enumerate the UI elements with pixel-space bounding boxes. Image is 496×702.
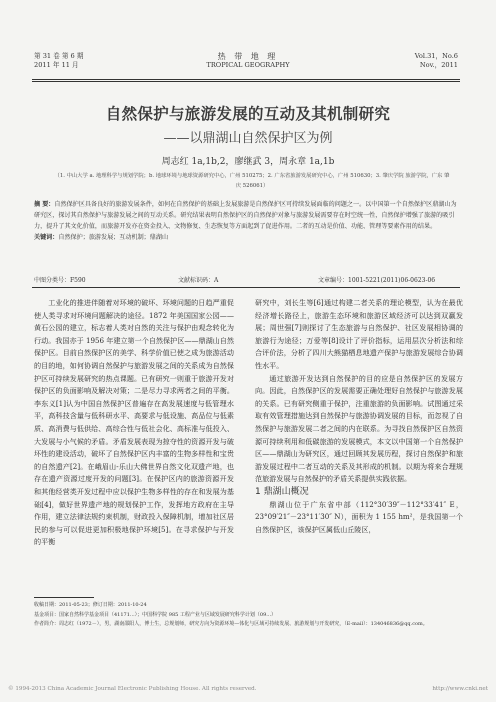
body-column-right	[255, 297, 463, 536]
issue-date-en: Nov.，2011	[419, 61, 458, 69]
footnote	[34, 601, 464, 630]
journal-name-en: TROPICAL GEOGRAPHY	[206, 61, 290, 69]
footnote-rule	[34, 597, 94, 598]
footnote-fund: 基金项目：国家自然科学基金项目（41171...）；中国科学院 985 工程产业与区域发展研究科学计划（09...）	[34, 611, 277, 618]
abstract-text: 自然保护区具备良好的旅游发展条件，如何在自然保护的基础上发展旅游是自然保护区可持续发展面临的问题之一。以中国第一个自然保护区鼎湖山为研究区，探讨其自然保护与旅游发展之间的互动关系。研究结果表明自然保护区的自然保护对象与旅游发展需要存在时空统一性，自然保护增强了旅游的吸引力，提升了其文化价值，而旅游开发亦在资金投入、文物修复、生态恢复等方面起到了促进作用。二者的互动是价值、功能、管理等要素作用的结果。	[34, 201, 457, 230]
journal-name-cn: 热 带 地 理	[217, 52, 279, 61]
volume-issue-en: Vol.31，No.6	[414, 52, 458, 60]
volume-issue: 第 31 卷 第 6 期	[34, 52, 84, 60]
header-right	[415, 52, 458, 70]
copyright-text: © 1994-2013 China Academic Journal Electronic Publishing House. All rights reserved.	[8, 686, 257, 692]
keywords-label: 关键词：	[34, 234, 59, 241]
clc-number: 中图分类号：F590	[34, 277, 86, 284]
body-paragraph: 工业化的推进伴随着对环境的破坏、环境问题的日趋严重促使人类寻求对环境问题解决的途径。1872 年美国国家公园——黄石公园的建立，标志着人类对自然的关注与保护由观念转化为行动。我国亦于 1956 年建立第一个自然保护区——鼎湖山自然保护区。目前自然保护区的美学、科学价值已使之成为旅游活动的目的地，如何协调自然保护与旅游发展之间的关系成为自然保护区可持续发展研究的热点课题。已有研究一则重于旅游开发对保护区的负面影响及解决对策；二是尽力寻求两者之间的平衡。李东义[1]认为中国自然保护区普遍存在高发展速度与低管理水平，高科技含量与低科研水平、高要求与低设施、高品位与低素质、高消费与低供给、高综合性与低社会化、高标准与低投入、大发展与小气候的矛盾。矛盾发展表现为掠夺性的资源开发与破坏性的建设活动，破坏了自然保护区内丰富的生物多样性和宝贵的自然遗产[2]。在峨眉山-乐山大佛世界自然文化双遗产地，也存在遗产资源过度开发的问题[3]。在保护区内的旅游资源开发和其他经营类开发过程中应以保护生物多样性的存在和发展为基础[4]，做好世界遗产地的规划保护工作，发挥地方政府在主导作用，建立法律法规约束机制，财政投入保障机制，增加社区居民的参与可以促进更加积极地保护环境[5]。在寻求保护与开发的平衡	[34, 298, 234, 547]
document-code: 文献标识码：A	[178, 277, 219, 284]
authors: 周志红 1a,1b,2，廖继武 3，周永章 1a,1b	[161, 157, 335, 167]
header-rule-thin	[32, 81, 460, 82]
abstract-block	[34, 199, 462, 243]
body-column-left	[34, 297, 234, 549]
body-paragraph: 研究中，刘长生等[6]通过构建二者关系的理论模型，认为在最优经济增长路径上，旅游生态环境和旅游区域经济可以达到双赢发展；周世强[7]则探讨了生态旅游与自然保护、社区发展相协调的旅游行为途径；万爱等[8]设计了评价指标，运用层次分析法和综合评价法，分析了四川大熊猫栖息地遗产保护与旅游发展综合协调性水平。	[255, 298, 463, 370]
footnote-author: 作者简介：周志红（1972－），男，湖南邵阳人，博士生，总规划师，研究方向为资源环境—体化与区域可持续发展、旅游规划与开发研究，（E-mail）：134046836@qq.com。	[34, 621, 428, 627]
meta-rule	[32, 287, 460, 288]
section-heading: 1 鼎湖山概况	[255, 486, 309, 497]
issue-date: 2011 年 11 月	[34, 61, 79, 69]
affiliations: （1. 中山大学 a. 地理科学与规划学院；b. 地球环境与地球资源研究中心，广州 510275；2. 广东省旅游发展研究中心，广州 510630；3. 肇庆学院 旅游学院，广东 肇庆 526061）	[54, 173, 450, 189]
cnki-link[interactable]: http://www.cnki.net	[432, 686, 488, 692]
footnote-received: 收稿日期：2011-05-23；修订日期：2011-10-24	[34, 602, 147, 608]
header-rule	[32, 79, 460, 80]
article-title: 自然保护与旅游发展的互动及其机制研究	[105, 105, 391, 123]
body-paragraph: 鼎湖山位于广东省中部（112°30′39″－112°33′41″ E，23°09′21″－23°11′30″ N），面积为 1 155 hm²，是我国第一个自然保护区，该保护区属低山丘陵区，	[255, 499, 463, 534]
article-number: 文章编号：1001-5221(2011)06-0623-06	[318, 277, 436, 284]
keywords: 自然保护；旅游发展；互动机制；鼎湖山	[58, 234, 169, 241]
article-subtitle: ——以鼎湖山自然保护区为例	[163, 131, 333, 146]
body-paragraph: 通过旅游开发达到自然保护的目的应是自然保护区的发展方向。因此，自然保护区的发展需要正确处理好自然保护与旅游发展的关系。已有研究侧重于保护，注重旅游的负面影响。试图通过采取有效管理措施达到自然保护与旅游协调发展的目标，而忽视了自然保护与旅游发展二者之间的内在联系。为寻找自然保护区自然资源可持续利用和低碳旅游的发展模式，本文以中国第一个自然保护区——鼎湖山为研究区，通过回顾其发展历程，探讨自然保护和旅游发展过程中二者互动的关系及其形成的机制。以期为将来合理规范旅游发展与自然保护的矛盾关系提供实践依据。	[255, 373, 463, 484]
abstract-label: 摘 要：	[34, 201, 55, 208]
